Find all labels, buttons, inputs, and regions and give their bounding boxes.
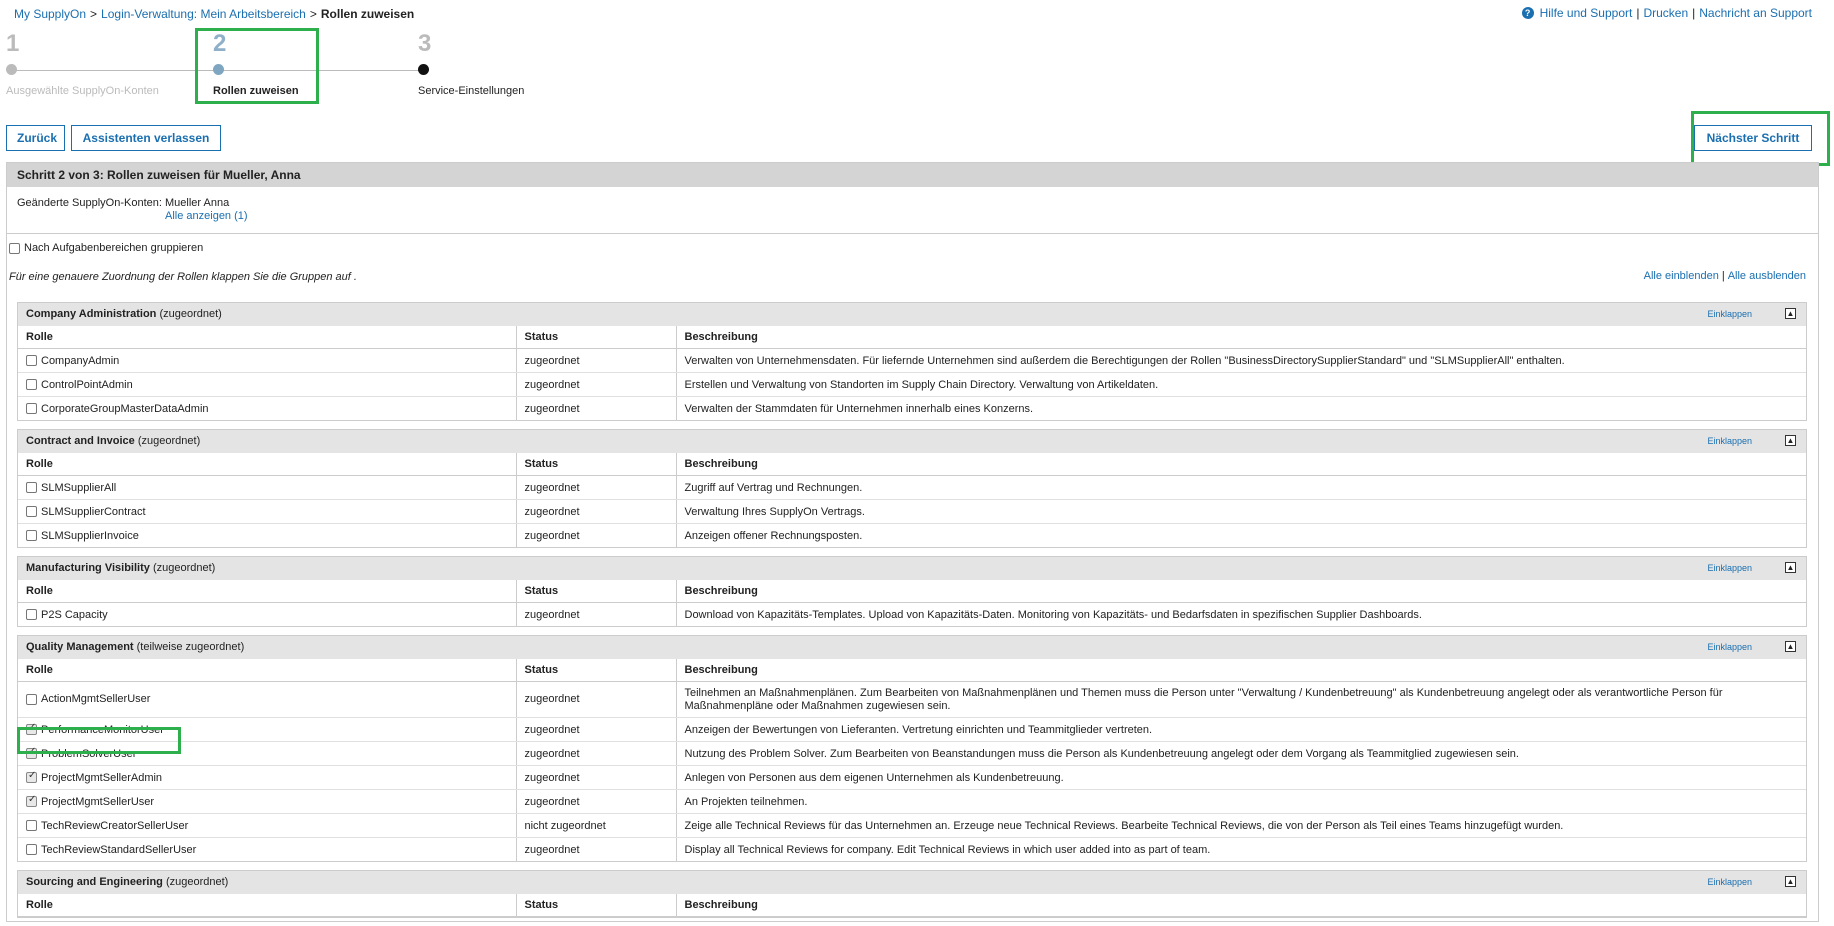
collapse-group-link[interactable]: Einklappen [1707,309,1752,319]
group-state: (zugeordnet) [159,308,222,320]
accounts-label: Geänderte SupplyOn-Konten: [17,197,162,209]
roles-table [18,453,1806,547]
status-cell: zugeordnet [516,838,676,862]
table-header-row [18,659,1806,682]
role-cell [18,838,516,862]
status-cell: zugeordnet [516,603,676,627]
breadcrumb-separator: > [309,7,317,21]
table-row [18,718,1806,742]
column-header-description: Beschreibung [676,453,1806,476]
description-cell: Zeige alle Technical Reviews für das Unternehmen an. Erzeuge neue Technical Reviews. Bearbeite Technical Reviews, die von der Person als Teil eines Teams hinzugefügt wurden. [676,814,1806,838]
column-header-status: Status [516,894,676,917]
step-number: 2 [213,30,227,57]
role-name: ProjectMgmtSellerUser [41,795,155,808]
column-header-status: Status [516,326,676,349]
role-groups [17,302,1807,926]
collapse-arrow-icon[interactable]: ▲ [1786,436,1795,445]
role-cell [18,476,516,500]
column-header-status: Status [516,453,676,476]
table-header-row [18,326,1806,349]
next-step-button[interactable]: Nächster Schritt [1694,125,1812,151]
table-row [18,603,1806,627]
table-row [18,373,1806,397]
column-header-status: Status [516,659,676,682]
step-label: Ausgewählte SupplyOn-Konten [6,85,159,97]
role-checkbox[interactable] [26,844,37,855]
collapse-group-link[interactable]: Einklappen [1707,436,1752,446]
status-cell: zugeordnet [516,524,676,548]
collapse-arrow-icon[interactable]: ▲ [1786,877,1795,886]
column-header-status: Status [516,580,676,603]
group-by-label: Nach Aufgabenbereichen gruppieren [24,242,204,254]
column-header-description: Beschreibung [676,326,1806,349]
role-name: CompanyAdmin [41,354,120,367]
breadcrumb-link-login-verwaltung[interactable]: Login-Verwaltung: Mein Arbeitsbereich [101,7,306,21]
breadcrumb-link-mysupplyon[interactable]: My SupplyOn [14,7,87,21]
help-support-link[interactable]: Hilfe und Support [1539,6,1633,20]
table-row [18,814,1806,838]
collapse-arrow-icon[interactable]: ▲ [1786,642,1795,651]
description-cell: Anzeigen der Bewertungen von Lieferanten. Vertretung einrichten und Teammitglieder vertreten. [676,718,1806,742]
group-name: Quality Management [26,641,134,653]
collapse-group-link[interactable]: Einklappen [1707,563,1752,573]
description-cell: Teilnehmen an Maßnahmenplänen. Zum Bearbeiten von Maßnahmenplänen und Themen muss die Person unter "Verwaltung / Kundenbetreuung" als Kundenbetreuung angelegt oder als verantwortliche Person für Maßnahmenpläne oder Maßnahmen zugewiesen sein. [676,682,1806,718]
status-cell: zugeordnet [516,682,676,718]
table-header-row [18,580,1806,603]
role-checkbox[interactable] [26,609,37,620]
role-checkbox[interactable] [26,379,37,390]
group-by-area-checkbox[interactable] [9,242,203,254]
expand-all-link[interactable]: Alle einblenden [1643,270,1719,282]
step-dot [418,64,429,75]
wizard-step-1 [6,30,159,97]
collapse-arrow-icon[interactable]: ▲ [1786,563,1795,572]
table-row [18,349,1806,373]
top-links [1522,6,1812,20]
group-state: (zugeordnet) [165,876,229,888]
table-row [18,742,1806,766]
column-header-description: Beschreibung [676,580,1806,603]
role-cell [18,373,516,397]
status-cell: nicht zugeordnet [516,814,676,838]
description-cell: Display all Technical Reviews for company. Edit Technical Reviews in which user added into as part of team. [684,843,1211,856]
role-group [17,870,1807,918]
role-group [17,556,1807,627]
column-header-role: Rolle [18,326,516,349]
status-cell: zugeordnet [516,476,676,500]
highlight-current-step [195,28,319,104]
breadcrumb [14,7,414,21]
status-cell: zugeordnet [516,790,676,814]
link-divider: | [1636,6,1640,20]
expand-links [1644,270,1806,282]
group-state: (teilweise zugeordnet) [136,641,245,653]
roles-table [18,580,1806,626]
breadcrumb-current: Rollen zuweisen [320,7,415,21]
print-link[interactable]: Drucken [1643,6,1689,20]
description-cell: Zugriff auf Vertrag und Rechnungen. [676,476,1806,500]
accounts-value: Mueller Anna [165,197,230,209]
highlight-performance-monitor-user [17,727,181,754]
role-checkbox[interactable] [26,820,37,831]
table-row [18,682,1806,718]
column-header-role: Rolle [18,453,516,476]
group-name: Contract and Invoice [26,435,135,447]
description-cell: Nutzung des Problem Solver. Zum Bearbeiten von Beanstandungen muss die Person als Kundenbetreuung angelegt oder dem Vorgang als Teammitglied zugewiesen sein. [676,742,1806,766]
status-cell: zugeordnet [516,742,676,766]
role-cell [18,524,516,548]
table-row [18,838,1806,862]
role-group [17,429,1807,548]
column-header-role: Rolle [18,580,516,603]
link-divider: | [1692,6,1696,20]
role-name: ProblemSolverUser [41,747,137,760]
highlight-next-step [1691,111,1830,166]
divider [7,233,1818,234]
role-checkbox[interactable] [26,506,37,517]
description-cell: Verwalten von Unternehmensdaten. Für liefernde Unternehmen sind außerdem die Berechtigungen der Rollen "BusinessDirectorySupplierStandard" und "SLMSupplierAll" enthalten. [676,349,1806,373]
collapse-group-link[interactable]: Einklappen [1707,877,1752,887]
group-name: Company Administration [26,308,157,320]
role-name: P2S Capacity [41,608,108,621]
exit-wizard-button[interactable]: Assistenten verlassen [71,125,221,151]
status-cell: zugeordnet [516,349,676,373]
group-header[interactable] [18,303,1806,326]
role-checkbox[interactable] [26,403,37,414]
step-dot [6,64,17,75]
role-name: ProjectMgmtSellerAdmin [41,771,163,784]
role-cell [18,349,516,373]
table-header-row [18,894,1806,917]
roles-table [18,894,1806,917]
role-name: ControlPointAdmin [41,378,133,391]
group-header[interactable] [18,430,1806,453]
help-icon[interactable]: ? [1522,7,1534,19]
changed-accounts [17,197,248,222]
panel-title: Schritt 2 von 3: Rollen zuweisen für Mueller, Anna [7,163,1818,187]
roles-table [18,326,1806,420]
step-number: 3 [418,30,432,57]
description-cell: An Projekten teilnehmen. [676,790,1806,814]
breadcrumb-separator: > [90,7,98,21]
role-checkbox[interactable] [26,694,37,705]
show-all-link[interactable]: Alle anzeigen (1) [165,210,248,222]
role-group [17,302,1807,421]
role-checkbox[interactable] [26,796,37,807]
role-name: SLMSupplierAll [41,481,117,494]
collapse-arrow-icon[interactable]: ▲ [1786,309,1795,318]
group-state: (zugeordnet) [137,435,201,447]
group-header[interactable] [18,636,1806,659]
role-checkbox[interactable] [26,482,37,493]
step-number: 1 [6,30,20,57]
description-cell: Erstellen und Verwaltung von Standorten im Supply Chain Directory. Verwaltung von Artikeldaten. [676,373,1806,397]
collapse-all-link[interactable]: Alle ausblenden [1727,270,1806,282]
column-header-description: Beschreibung [676,894,1806,917]
hint-text: Für eine genauere Zuordnung der Rollen klappen Sie die Gruppen auf . [9,271,357,283]
role-group [17,635,1807,862]
role-name: PerformanceMonitorUser [41,723,164,736]
role-cell [18,814,516,838]
group-name: Sourcing and Engineering [26,876,163,888]
status-cell: zugeordnet [516,373,676,397]
step-label: Service-Einstellungen [418,85,525,97]
description-cell: Download von Kapazitäts-Templates. Upload von Kapazitäts-Daten. Monitoring von Kapazitäts- und Bedarfsdaten in spezifischen Supplier Dashboards. [684,608,1422,621]
checkbox[interactable] [9,243,20,254]
role-cell [18,766,516,790]
status-cell: zugeordnet [516,718,676,742]
role-cell [18,397,516,421]
roles-table [18,659,1806,861]
role-name: TechReviewCreatorSellerUser [41,819,189,832]
role-name: CorporateGroupMasterDataAdmin [41,402,209,415]
table-row [18,500,1806,524]
role-checkbox[interactable] [26,355,37,366]
status-cell: zugeordnet [516,500,676,524]
role-cell [18,682,516,718]
status-cell: zugeordnet [516,397,676,421]
wizard-step-3 [418,30,525,97]
column-header-role: Rolle [18,894,516,917]
link-divider: | [1721,270,1725,282]
table-row [18,790,1806,814]
back-button[interactable]: Zurück [6,125,65,151]
role-checkbox[interactable] [26,530,37,541]
column-header-role: Rolle [18,659,516,682]
description-cell: Anlegen von Personen aus dem eigenen Unternehmen als Kundenbetreuung. [676,766,1806,790]
table-header-row [18,453,1806,476]
group-header[interactable] [18,557,1806,580]
group-header[interactable] [18,871,1806,894]
table-row [18,766,1806,790]
role-checkbox[interactable] [26,772,37,783]
table-row [18,397,1806,421]
role-name: SLMSupplierInvoice [41,529,139,542]
role-cell [18,603,516,627]
step-label: Rollen zuweisen [213,85,299,97]
status-cell: zugeordnet [516,766,676,790]
role-name: ActionMgmtSellerUser [41,693,151,705]
column-header-description: Beschreibung [676,659,1806,682]
role-cell [18,500,516,524]
group-state: (zugeordnet) [152,562,216,574]
description-cell: Verwalten der Stammdaten für Unternehmen innerhalb eines Konzerns. [684,402,1034,415]
role-name: SLMSupplierContract [41,505,146,518]
collapse-group-link[interactable]: Einklappen [1707,642,1752,652]
table-row [18,524,1806,548]
table-row [18,476,1806,500]
description-cell: Verwaltung Ihres SupplyOn Vertrags. [676,500,1806,524]
group-name: Manufacturing Visibility [26,562,150,574]
role-cell [18,790,516,814]
message-support-link[interactable]: Nachricht an Support [1699,6,1812,20]
description-cell: Anzeigen offener Rechnungsposten. [684,529,863,542]
role-name: TechReviewStandardSellerUser [41,843,197,856]
